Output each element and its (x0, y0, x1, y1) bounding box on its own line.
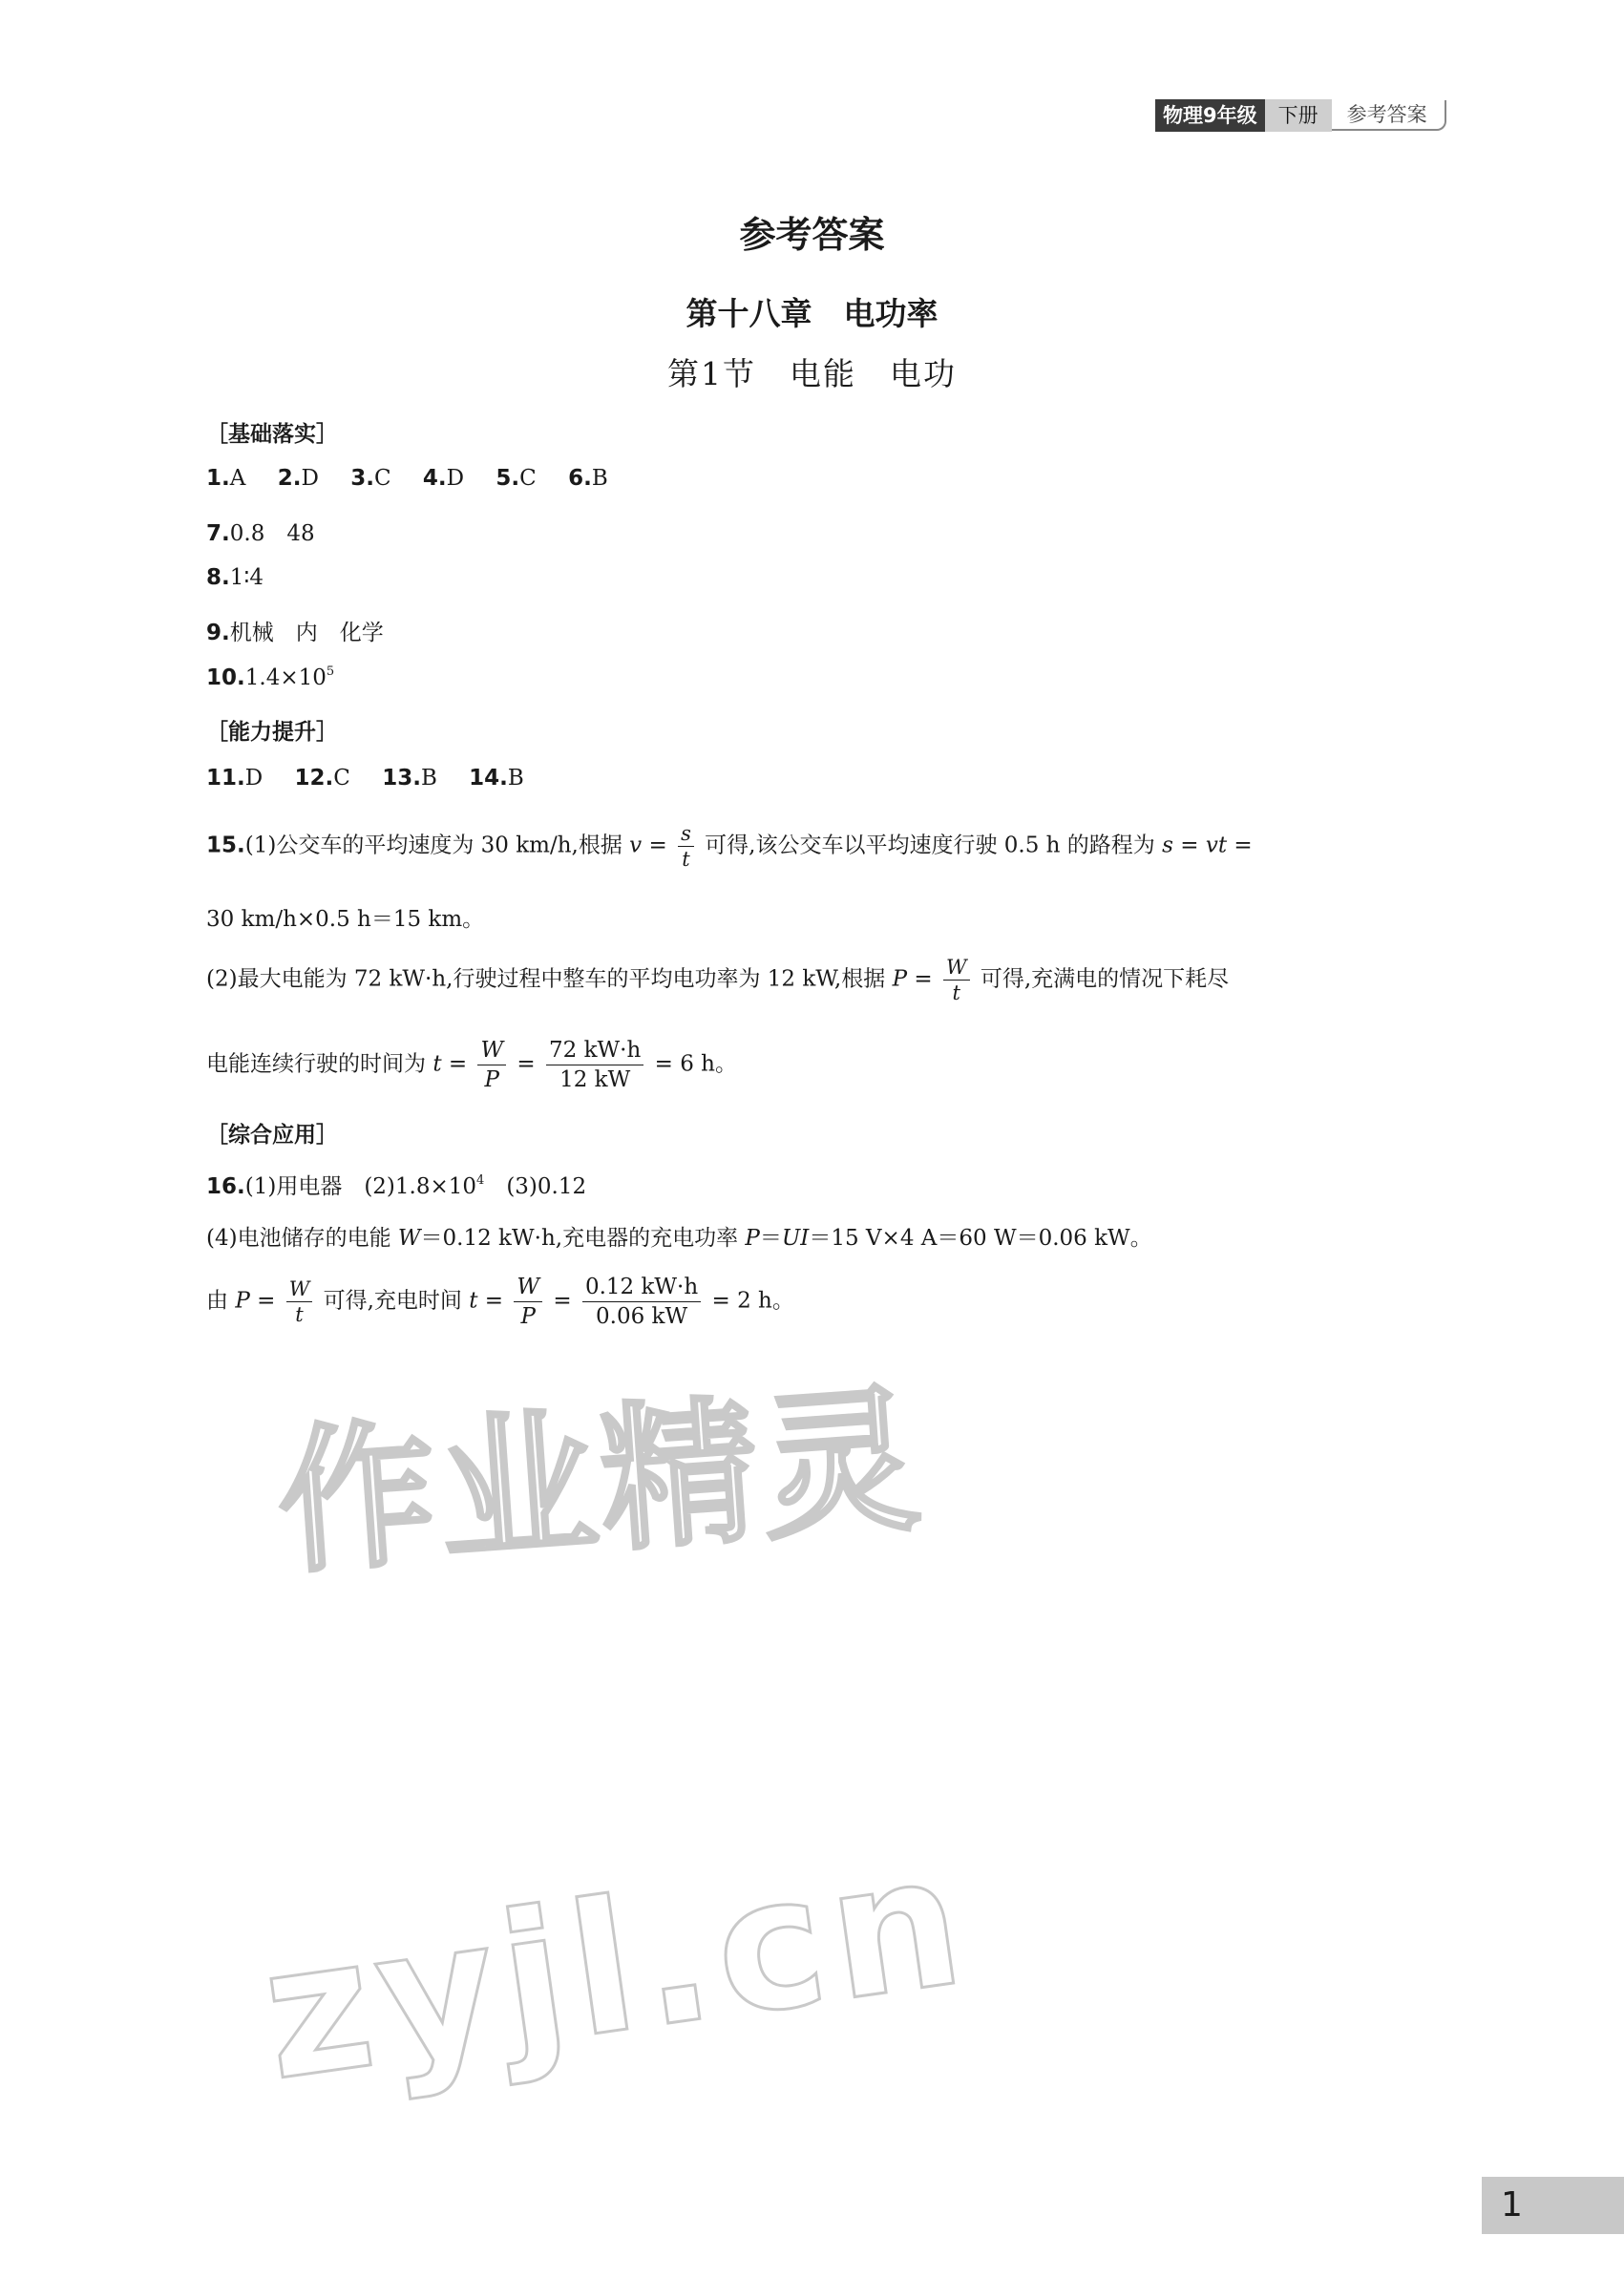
q6-number: 6. (568, 466, 592, 491)
q10-exponent: 5 (326, 664, 335, 679)
fraction-W-t (943, 955, 970, 1005)
q14-answer: B (507, 766, 524, 791)
fraction-W-P (514, 1273, 542, 1331)
q15-part1-line1 (206, 821, 1253, 872)
result: = 6 h。 (647, 1051, 737, 1077)
chapter-title: 第十八章 电功率 (685, 295, 939, 332)
var-vt: vt (1205, 833, 1228, 858)
q15-text: 可得,充满电的情况下耗尽 (973, 966, 1230, 992)
q15-text: 可得,该公交车以平均速度行驶 0.5 h 的路程为 (697, 833, 1163, 858)
q15-text: 电能连续行驶的时间为 (206, 1051, 433, 1077)
q6-answer: B (591, 466, 608, 491)
numerator: W (286, 1276, 313, 1302)
q16-exponent: 4 (476, 1173, 485, 1188)
q16-text: ＝15 V×4 A＝60 W＝0.06 kW。 (809, 1226, 1152, 1251)
section-tag-ability: ［能力提升］ (206, 720, 338, 745)
q1-number: 1. (206, 466, 230, 491)
fraction-W-t (286, 1276, 313, 1327)
q16-text: 由 (206, 1288, 236, 1314)
q9-number: 9. (206, 621, 230, 645)
answer-line-9 (206, 615, 384, 646)
var-P: P (892, 966, 908, 992)
q2-answer: D (301, 466, 319, 491)
header-tag (1155, 99, 1446, 132)
q16-line1 (206, 1169, 586, 1200)
subject-label: 物理9年级 (1155, 99, 1265, 132)
section-label: 参考答案 (1332, 100, 1446, 131)
q12-answer: C (333, 766, 350, 791)
q11-answer: D (244, 766, 264, 791)
equals: = (249, 1288, 283, 1314)
denominator: t (682, 848, 690, 871)
q13-number: 13. (382, 766, 421, 791)
answer-line-10 (206, 664, 334, 690)
q11-number: 11. (206, 766, 245, 791)
q7-number: 7. (206, 521, 230, 546)
answer-line-1-6 (206, 466, 608, 491)
equals: = (546, 1288, 579, 1314)
q4-answer: D (446, 466, 465, 491)
equals: = (1172, 833, 1206, 858)
var-W: W (397, 1226, 421, 1251)
denominator: P (520, 1304, 536, 1329)
q16-line3 (206, 1273, 794, 1331)
numerator: W (477, 1036, 506, 1065)
q15-number: 15. (206, 833, 245, 858)
q12-number: 12. (294, 766, 334, 791)
denominator: P (484, 1067, 500, 1092)
denominator: t (295, 1303, 304, 1326)
q16-text: (3)0.12 (484, 1174, 587, 1199)
q16-line2 (206, 1220, 1152, 1252)
volume-label: 下册 (1265, 99, 1332, 132)
answer-line-11-14 (206, 766, 524, 791)
q9-answer: 机械 内 化学 (229, 621, 384, 645)
denominator: 12 kW (559, 1067, 631, 1092)
answer-line-7 (206, 516, 315, 547)
q5-number: 5. (496, 466, 520, 491)
q3-answer: C (373, 466, 391, 491)
answer-line-8 (206, 565, 264, 590)
fraction-values (546, 1036, 643, 1094)
q15-text: (2)最大电能为 72 kW·h,行驶过程中整车的平均电功率为 12 kW,根据 (206, 966, 893, 992)
q2-number: 2. (277, 466, 302, 491)
numerator: W (514, 1273, 542, 1302)
watermark-zuoye: 作业精灵 (272, 1367, 929, 1596)
q16-number: 16. (206, 1174, 245, 1199)
denominator: 0.06 kW (596, 1304, 688, 1329)
fraction-s-t (678, 821, 694, 872)
fraction-W-P (477, 1036, 506, 1094)
q14-number: 14. (469, 766, 508, 791)
equals: = (510, 1051, 543, 1077)
numerator: 72 kW·h (546, 1036, 643, 1065)
numerator: s (678, 821, 694, 847)
numerator: 0.12 kW·h (582, 1273, 701, 1302)
var-s: s (1162, 833, 1173, 858)
equals: ＝ (759, 1226, 782, 1251)
q5-answer: C (519, 466, 537, 491)
var-v: v (629, 833, 643, 858)
q16-text: ＝0.12 kW·h,充电器的充电功率 (420, 1226, 746, 1251)
q1-answer: A (229, 466, 246, 491)
page-number: 1 (1482, 2177, 1624, 2234)
var-P: P (235, 1288, 250, 1314)
q13-answer: B (420, 766, 437, 791)
equals: = (1227, 833, 1253, 858)
q10-number: 10. (206, 665, 245, 690)
q16-text: (4)电池储存的电能 (206, 1226, 398, 1251)
q16-text: 可得,充电时间 (316, 1288, 470, 1314)
denominator: t (952, 981, 960, 1004)
q7-answer: 0.8 48 (229, 521, 315, 546)
equals: = (477, 1288, 511, 1314)
q15-text: (1)公交车的平均速度为 30 km/h,根据 (244, 833, 630, 858)
q10-answer: 1.4×10 (244, 665, 327, 690)
var-P: P (745, 1226, 760, 1251)
q8-answer: 1∶4 (229, 565, 264, 590)
equals: = (441, 1051, 475, 1077)
q15-part2-line1 (206, 955, 1229, 1005)
q16-text: (1)用电器 (2)1.8×10 (244, 1174, 477, 1199)
fraction-values (582, 1273, 701, 1331)
result: = 2 h。 (705, 1288, 794, 1314)
q4-number: 4. (422, 466, 447, 491)
var-UI: UI (781, 1226, 810, 1251)
section-tag-apply: ［综合应用］ (206, 1123, 338, 1148)
equals: = (907, 966, 939, 992)
q3-number: 3. (350, 466, 374, 491)
q8-number: 8. (206, 565, 230, 590)
watermark-site: zyjl.cn (251, 1813, 981, 2121)
var-t: t (432, 1051, 442, 1077)
section-tag-basic: ［基础落实］ (206, 422, 338, 447)
equals: = (642, 833, 675, 858)
q15-part2-line2 (206, 1036, 737, 1094)
page-title: 参考答案 (739, 214, 885, 256)
numerator: W (943, 955, 970, 981)
q15-part1-line2: 30 km/h×0.5 h＝15 km。 (206, 907, 485, 932)
lesson-title: 第1节 电能 电功 (667, 355, 957, 392)
var-t: t (469, 1288, 478, 1314)
